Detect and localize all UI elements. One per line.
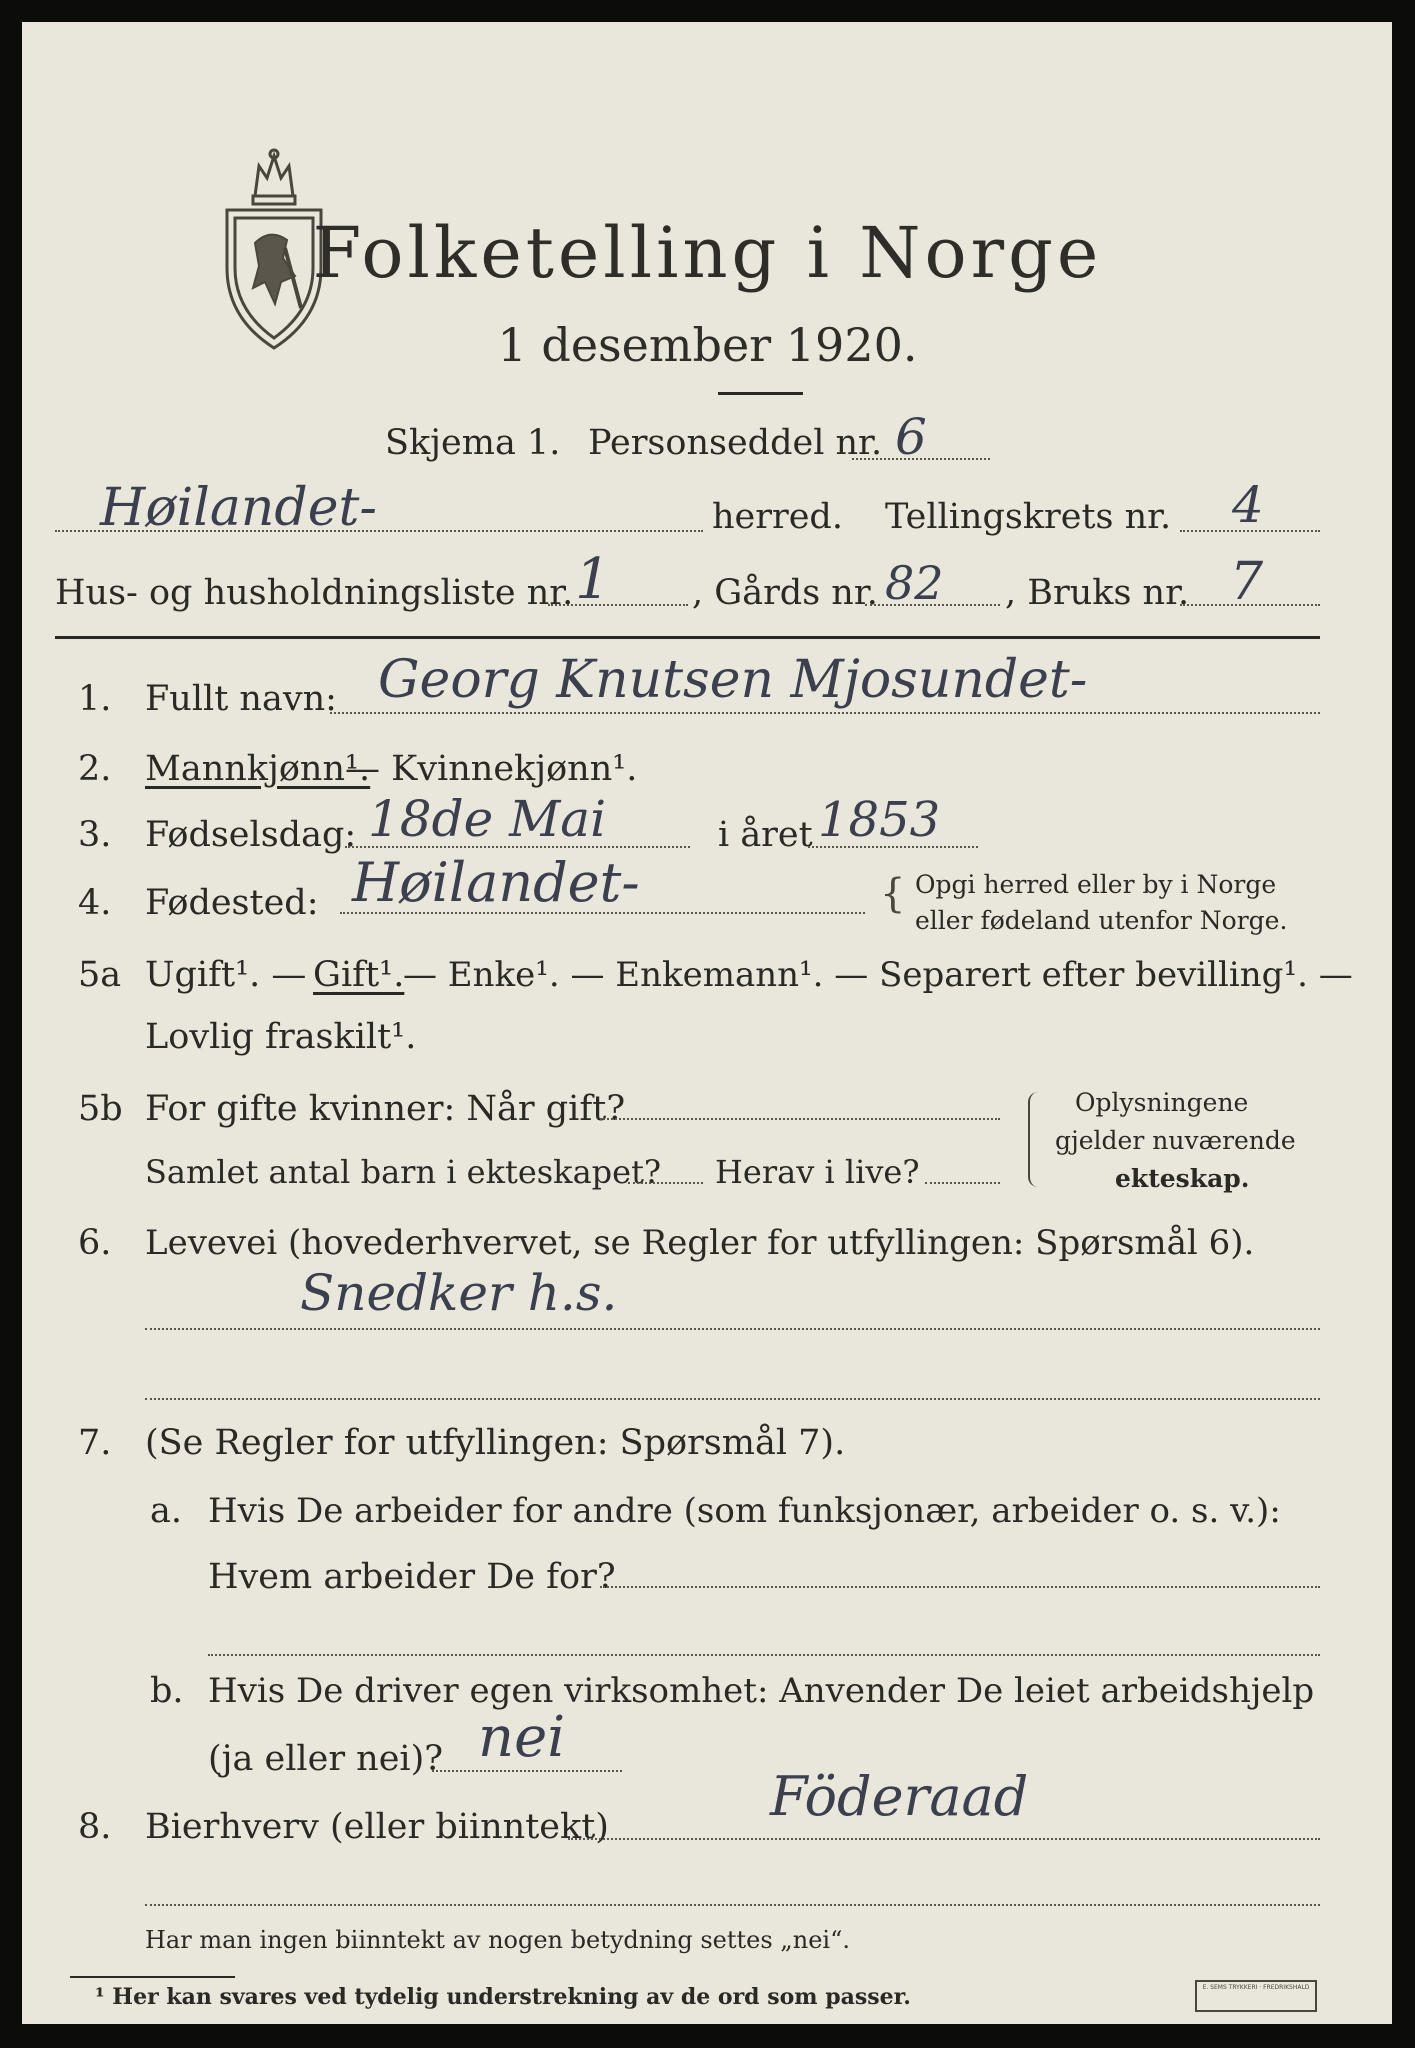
q3-year-label: i året [718, 815, 813, 855]
q5b-note-line1: Oplysningene [1075, 1088, 1249, 1117]
q5a-number: 5a [78, 955, 122, 995]
q3-number: 3. [78, 815, 112, 855]
q7a-question-line1: Hvis De arbeider for andre (som funksjonær, arbeider o. s. v.): [208, 1491, 1281, 1531]
q5a-other-options: — Enke¹. — Enkemann¹. — Separert efter bevilling¹. — [403, 955, 1353, 995]
bruks-value: 7 [1230, 552, 1264, 612]
q4-note-brace: { [880, 871, 906, 917]
hus-value: 1 [575, 547, 611, 612]
herred-label: herred. [712, 497, 843, 537]
q5b-number: 5b [78, 1089, 123, 1129]
q5b-when-married-label: For gifte kvinner: Når gift? [145, 1089, 626, 1129]
q6-occupation-value: Snedker h.s. [300, 1264, 618, 1322]
q7a-dotted-line-2 [208, 1654, 1320, 1656]
q5a-divorced-option: Lovlig fraskilt¹. [145, 1017, 417, 1057]
herred-value: Høilandet- [100, 478, 377, 538]
hus-label: Hus- og husholdningsliste nr. [55, 573, 574, 613]
q6-dotted-line-2 [145, 1398, 1320, 1400]
q7b-question-line2: (ja eller nei)? [208, 1739, 444, 1779]
q7a-question-line2: Hvem arbeider De for? [208, 1557, 616, 1597]
q3-label: Fødselsdag: [145, 815, 357, 855]
form-subtitle: 1 desember 1920. [497, 318, 918, 372]
header-section-rule [55, 636, 1320, 639]
q5b-alive-dotted-line [925, 1182, 1000, 1184]
q7-label: (Se Regler for utfyllingen: Spørsmål 7). [145, 1423, 846, 1463]
q5b-when-married-dotted-line [600, 1118, 1000, 1120]
q8-dotted-line-2 [145, 1904, 1320, 1906]
q5b-note-bracket [1028, 1092, 1044, 1187]
q7b-question-line1: Hvis De driver egen virksomhet: Anvender De leiet arbeidshjelp [208, 1671, 1315, 1711]
footnote-text: ¹ Her kan svares ved tydelig understrekning av de ord som passer. [95, 1984, 911, 2010]
gards-value: 82 [885, 556, 944, 610]
q4-note-line2: eller fødeland utenfor Norge. [915, 906, 1288, 935]
q7a-dotted-line-1 [600, 1586, 1320, 1588]
tellingskrets-value: 4 [1232, 476, 1264, 534]
personseddel-label: Personseddel nr. [588, 423, 883, 463]
q2-number: 2. [78, 749, 112, 789]
q4-number: 4. [78, 883, 112, 923]
q3-birthday-value: 18de Mai [368, 790, 607, 848]
q7b-answer-value: nei [478, 1705, 566, 1770]
q4-label: Fødested: [145, 883, 319, 923]
q7b-dotted-line [432, 1770, 622, 1772]
q1-number: 1. [78, 679, 112, 719]
hus-dotted-line [548, 604, 688, 606]
q6-label: Levevei (hovederhvervet, se Regler for utfyllingen: Spørsmål 6). [145, 1223, 1255, 1263]
q2-female-option: — Kvinnekjønn¹. [345, 749, 638, 789]
q8-label: Bierhverv (eller biinntekt) [145, 1807, 609, 1847]
q1-label: Fullt navn: [145, 679, 337, 719]
q5b-children-dotted-line [628, 1182, 703, 1184]
q8-side-income-value: Föderaad [770, 1765, 1029, 1828]
skjema-label: Skjema 1. [385, 423, 561, 463]
q5b-children-label: Samlet antal barn i ekteskapet? [145, 1153, 662, 1191]
form-title: Folketelling i Norge [312, 212, 1103, 294]
q1-dotted-line [330, 712, 1320, 714]
q5a-unmarried-option: Ugift¹. — [145, 955, 307, 995]
title-divider [718, 392, 803, 395]
q6-dotted-line-1 [145, 1328, 1320, 1330]
personseddel-value: 6 [895, 408, 927, 466]
tellingskrets-label: Tellingskrets nr. [885, 497, 1172, 537]
q4-note-line1: Opgi herred eller by i Norge [915, 870, 1277, 899]
q1-full-name-value: Georg Knutsen Mjosundet- [378, 650, 1088, 710]
q5a-married-option-underlined: Gift¹. [313, 955, 405, 995]
q5b-alive-label: Herav i live? [715, 1153, 920, 1191]
bruks-label: , Bruks nr. [1005, 573, 1190, 613]
q5b-note-line3: ekteskap. [1115, 1164, 1250, 1193]
q3-year-value: 1853 [818, 792, 941, 848]
footnote-rule [70, 1976, 235, 1978]
gards-label: , Gårds nr. [692, 573, 878, 613]
q7b-letter: b. [150, 1671, 184, 1711]
q8-dotted-line-1 [568, 1838, 1320, 1840]
printer-stamp: E. SEMS TRYKKERI · FREDRIKSHALD [1195, 1980, 1317, 2012]
q5b-note-line2: gjelder nuværende [1055, 1126, 1296, 1155]
footer-note: Har man ingen biinntekt av nogen betydning settes „nei“. [145, 1926, 850, 1954]
q4-birthplace-value: Høilandet- [352, 851, 640, 914]
q7-number: 7. [78, 1423, 112, 1463]
q2-male-option-underlined: Mannkjønn¹. [145, 749, 371, 789]
q6-number: 6. [78, 1223, 112, 1263]
q7a-letter: a. [150, 1491, 182, 1531]
q8-number: 8. [78, 1807, 112, 1847]
